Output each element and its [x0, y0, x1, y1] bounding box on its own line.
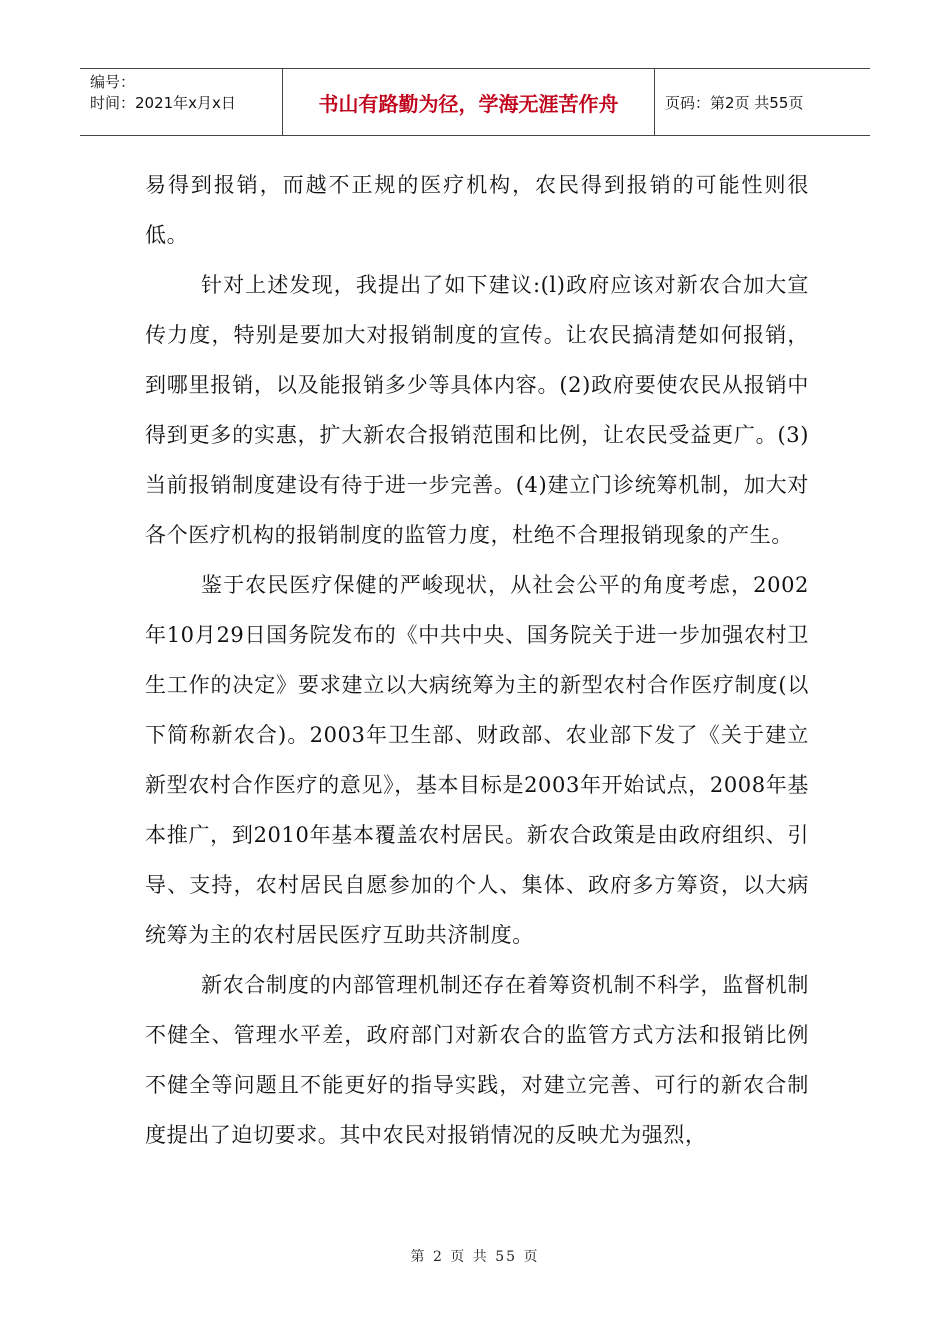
- page-header: [80, 68, 870, 136]
- document-number-label: 编号：: [90, 73, 136, 91]
- paragraph-management-issues: 新农合制度的内部管理机制还存在着筹资机制不科学，监督机制不健全、管理水平差，政府部门对新农合的监管方式方法和报销比例不健全等问题且不能更好的指导实践，对建立完善、可行的新农合制度提出了迫切要求。其中农民对报销情况的反映尤为强烈，: [145, 973, 809, 1147]
- header-meta: [80, 69, 283, 135]
- document-body: [145, 160, 809, 1160]
- document-date-label: 时间：2021年x月x日: [90, 94, 236, 112]
- page-footer: 第 2 页 共 55 页: [410, 1249, 540, 1265]
- header-motto: 书山有路勤为径，学海无涯苦作舟: [283, 69, 655, 135]
- paragraph-policy-background: 鉴于农民医疗保健的严峻现状，从社会公平的角度考虑，2002年10月29日国务院发布的《中共中央、国务院关于进一步加强农村卫生工作的决定》要求建立以大病统筹为主的新型农村合作医疗制度(以下简称新农合)。2003年卫生部、财政部、农业部下发了《关于建立新型农村合作医疗的意见》，基本目标是2003年开始试点，2008年基本推广，到2010年基本覆盖农村居民。新农合政策是由政府组织、引导、支持，农村居民自愿参加的个人、集体、政府多方筹资，以大病统筹为主的农村居民医疗互助共济制度。: [145, 573, 809, 947]
- paragraph-continuation: 易得到报销，而越不正规的医疗机构，农民得到报销的可能性则很低。: [145, 173, 809, 247]
- paragraph-suggestions: 针对上述发现，我提出了如下建议:(l)政府应该对新农合加大宣传力度，特别是要加大对报销制度的宣传。让农民搞清楚如何报销，到哪里报销，以及能报销多少等具体内容。(2)政府要使农民从报销中得到更多的实惠，扩大新农合报销范围和比例，让农民受益更广。(3)当前报销制度建设有待于进一步完善。(4)建立门诊统筹机制，加大对各个医疗机构的报销制度的监管力度，杜绝不合理报销现象的产生。: [145, 273, 809, 547]
- header-page-info: 页码：第2页 共55页: [665, 93, 804, 112]
